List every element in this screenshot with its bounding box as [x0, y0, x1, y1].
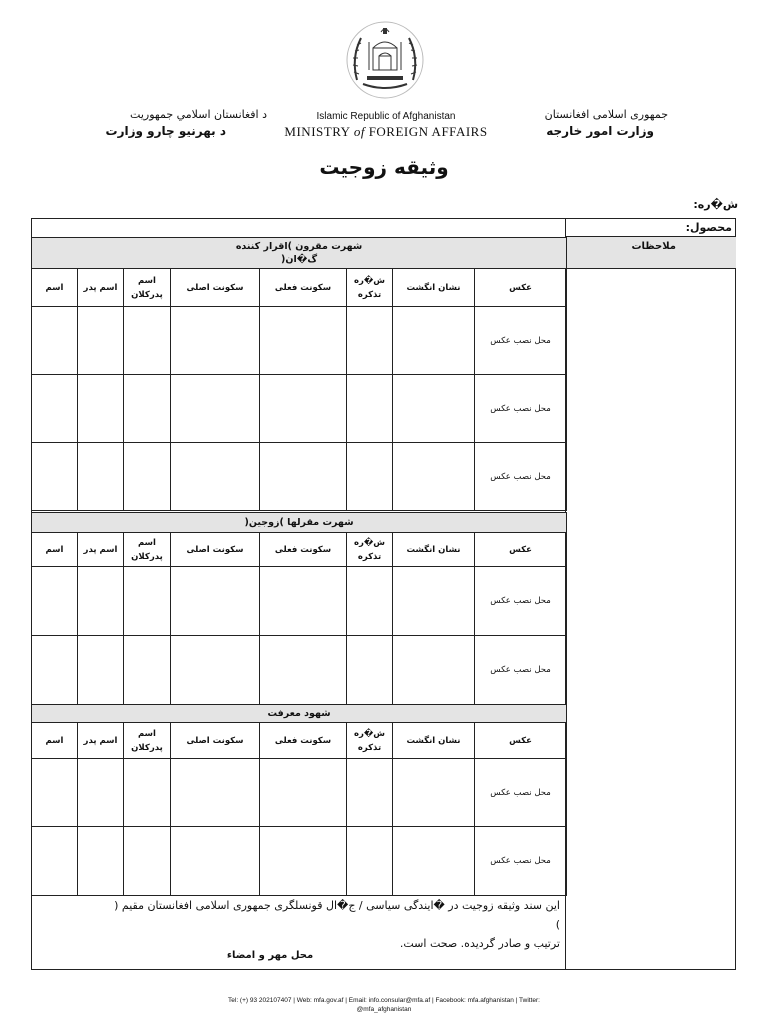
- english-country-name: Islamic Republic of Afghanistan: [316, 111, 456, 122]
- declaration-line: ترتیب و صادر گردیده. صحت است.: [399, 937, 560, 950]
- photo-placeholder: محل نصب عکس: [475, 443, 567, 511]
- col-fingerprint: نشان انگشت: [393, 533, 475, 567]
- col-photo: عکس: [475, 533, 567, 567]
- remarks-label: ملاحظات: [631, 241, 676, 252]
- table-row: [32, 375, 567, 443]
- col-current-residence: سکونت فعلی: [260, 723, 347, 759]
- fee-label: محصول:: [685, 221, 732, 234]
- english-ministry-part2: FOREIGN AFFAIRS: [368, 124, 488, 139]
- section-header: [32, 513, 567, 533]
- table-row: [32, 827, 567, 896]
- col-id-number: ش�ره تذکره: [347, 723, 393, 759]
- section-header: [32, 238, 567, 269]
- applicants-table: [31, 237, 567, 511]
- dari-country-name: جمهوری اسلامی افغانستان: [544, 108, 668, 121]
- english-ministry-of: of: [353, 124, 365, 139]
- photo-placeholder: محل نصب عکس: [475, 759, 567, 827]
- dari-ministry-name: وزارت امور خارجه: [546, 124, 654, 138]
- photo-placeholder: محل نصب عکس: [475, 827, 567, 896]
- footer-line: @mfa_afghanistan: [356, 1006, 412, 1013]
- spouses-table: [31, 512, 567, 705]
- col-photo: عکس: [475, 269, 567, 307]
- national-emblem: [343, 18, 427, 102]
- col-name: اسم: [32, 533, 78, 567]
- col-grandfather-name: اسم پدرکلان: [124, 269, 171, 307]
- col-grandfather-name: اسم پدرکلان: [124, 723, 171, 759]
- col-name: اسم: [32, 269, 78, 307]
- table-row: [32, 443, 567, 511]
- photo-placeholder: محل نصب عکس: [475, 567, 567, 636]
- col-fingerprint: نشان انگشت: [393, 723, 475, 759]
- section-title: شهرت مقرلها )زوجین(: [244, 517, 354, 528]
- col-father-name: اسم پدر: [78, 723, 124, 759]
- witnesses-table: [31, 704, 567, 896]
- photo-placeholder: محل نصب عکس: [475, 307, 567, 375]
- declaration: [40, 896, 560, 953]
- col-current-residence: سکونت فعلی: [260, 533, 347, 567]
- photo-placeholder: محل نصب عکس: [475, 636, 567, 705]
- col-id-number: ش�ره تذکره: [347, 269, 393, 307]
- section-title: شهرت مقرون )اقرار کننده: [235, 241, 363, 252]
- pashto-ministry-name: د بهرنیو چارو وزارت: [105, 124, 226, 138]
- col-current-residence: سکونت فعلی: [260, 269, 347, 307]
- col-id-number: ش�ره تذکره: [347, 533, 393, 567]
- section-title: شهود معرفت: [267, 708, 331, 719]
- declaration-line: ): [555, 918, 560, 931]
- table-row: [32, 636, 567, 705]
- table-row: [32, 567, 567, 636]
- col-fingerprint: نشان انگشت: [393, 269, 475, 307]
- table-row: [32, 307, 567, 375]
- section-title-cont: گ�ان(: [281, 254, 318, 265]
- col-original-residence: سکونت اصلی: [171, 533, 260, 567]
- number-label: ش�ره:: [693, 198, 738, 211]
- col-original-residence: سکونت اصلی: [171, 269, 260, 307]
- footer-line: Tel: (+) 93 202107407 | Web: mfa.gov.af | Email: info.consular@mfa.af | Facebook: mfa.afghanistan | Twitter:: [228, 997, 540, 1004]
- seal-signature-label: محل مهر و امضاء: [226, 950, 314, 961]
- col-grandfather-name: اسم پدرکلان: [124, 533, 171, 567]
- col-original-residence: سکونت اصلی: [171, 723, 260, 759]
- pashto-country-name: د افغانستان اسلامي جمهوریت: [130, 108, 267, 121]
- footer-contact: [0, 996, 768, 1014]
- col-name: اسم: [32, 723, 78, 759]
- col-photo: عکس: [475, 723, 567, 759]
- document-title: وثیقه زوجیت: [319, 155, 449, 179]
- english-ministry-part1: MINISTRY: [284, 124, 351, 139]
- section-header: [32, 705, 567, 723]
- declaration-line: این سند وثیقه زوجیت در �ایندگی سیاسی / ج�ال قونسلگری جمهوری اسلامی افغانستان مقیم (: [114, 899, 560, 912]
- col-father-name: اسم پدر: [78, 533, 124, 567]
- col-father-name: اسم پدر: [78, 269, 124, 307]
- photo-placeholder: محل نصب عکس: [475, 375, 567, 443]
- table-row: [32, 759, 567, 827]
- english-ministry-name: [276, 125, 496, 139]
